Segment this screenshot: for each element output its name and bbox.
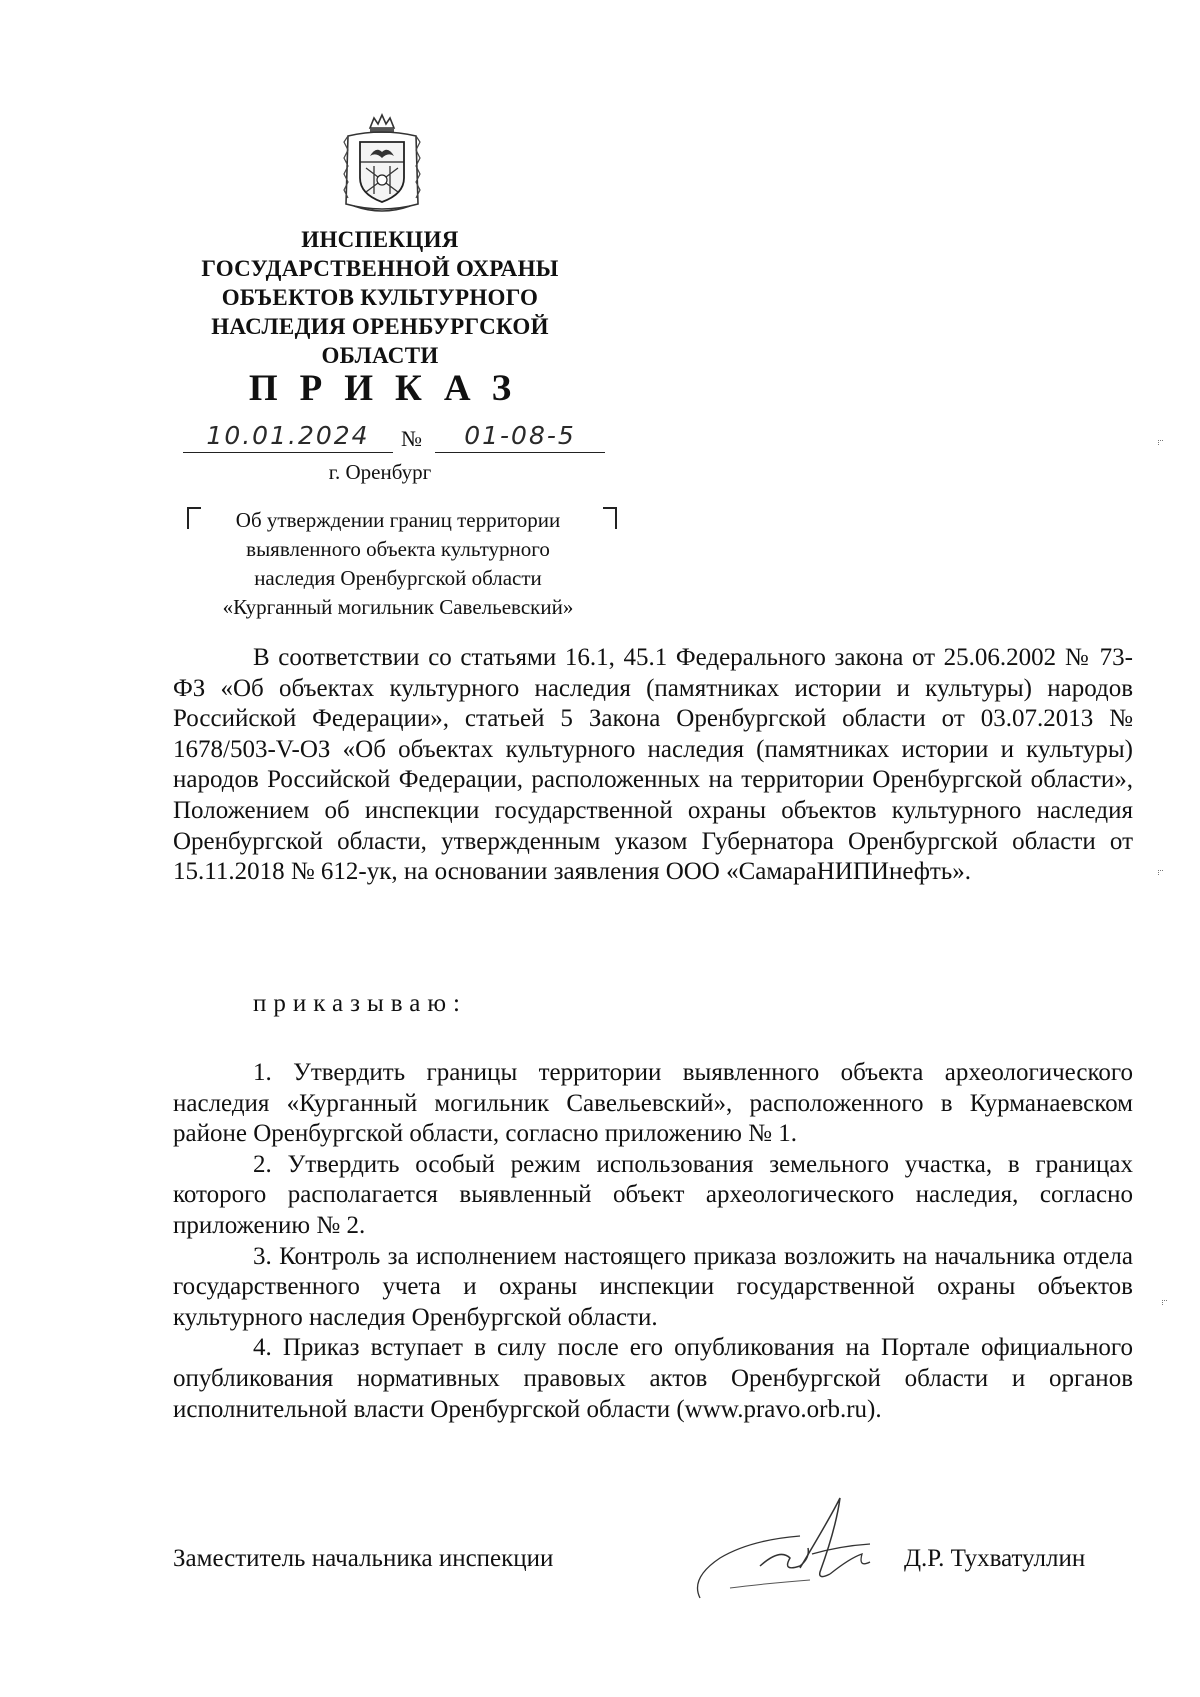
scan-speck <box>1158 440 1163 445</box>
date-number-line <box>183 420 603 460</box>
org-line: ОБЪЕКТОВ КУЛЬТУРНОГО <box>221 285 539 310</box>
org-line: ОБЛАСТИ <box>321 343 439 368</box>
city-label: г. Оренбург <box>328 460 432 484</box>
scan-speck <box>1158 870 1163 875</box>
handwritten-signature <box>690 1488 920 1608</box>
order-item: 1. Утвердить границы территории выявленного объекта археологического наследия «Курганный могильник Савельевский», расположенного в Курманаевском районе Оренбургской области, согласно приложению № 1. <box>173 1059 1133 1148</box>
org-line: ГОСУДАРСТВЕННОЙ ОХРАНЫ <box>201 256 559 281</box>
org-line: НАСЛЕДИЯ ОРЕНБУРГСКОЙ <box>211 314 549 339</box>
document-title <box>183 506 613 622</box>
title-line: наследия Оренбургской области <box>254 566 542 590</box>
document-number: 01-08-5 <box>435 420 605 453</box>
order-items <box>173 1058 1133 1425</box>
document-type-heading: ПРИКАЗ <box>248 368 534 409</box>
preamble-paragraph: В соответствии со статьями 16.1, 45.1 Федерального закона от 25.06.2002 № 73-ФЗ «Об объектах культурного наследия (памятниках истории и культуры) народов Российской Федерации», статьей 5 Закона Оренбургской области от 03.07.2013 № 1678/503-V-ОЗ «Об объектах культурного наследия (памятниках истории и культуры) народов Российской Федерации, расположенных на территории Оренбургской области», Положением об инспекции государственной охраны объектов культурного наследия Оренбургской области, утвержденным указом Губернатора Оренбургской области от 15.11.2018 № 612-ук, на основании заявления ООО «СамараНИПИнефть». <box>173 644 1133 886</box>
order-item: 3. Контроль за исполнением настоящего приказа возложить на начальника отдела государственного учета и охраны инспекции государственной охраны объектов культурного наследия Оренбургской области. <box>173 1242 1133 1331</box>
order-item: 4. Приказ вступает в силу после его опубликования на Портале официального опубликования нормативных правовых актов Оренбургской области и органов исполнительной власти Оренбургской области (www.pravo.orb.ru). <box>173 1334 1133 1423</box>
number-sign: № <box>401 426 422 451</box>
organization-name <box>160 225 600 370</box>
document-date: 10.01.2024 <box>183 420 393 453</box>
order-word: приказываю: <box>253 990 467 1017</box>
title-line: «Курганный могильник Савельевский» <box>222 595 574 619</box>
scan-speck <box>1162 1300 1167 1305</box>
signatory-name: Д.Р. Тухватуллин <box>904 1545 1086 1572</box>
coat-of-arms-icon <box>340 112 424 216</box>
order-item: 2. Утвердить особый режим использования земельного участка, в границах которого располагается выявленный объект археологического наследия, согласно приложению № 2. <box>173 1150 1133 1239</box>
org-line: ИНСПЕКЦИЯ <box>301 227 459 252</box>
title-line: выявленного объекта культурного <box>246 537 550 561</box>
signatory-position: Заместитель начальника инспекции <box>173 1545 554 1572</box>
title-line: Об утверждении границ территории <box>235 508 561 532</box>
